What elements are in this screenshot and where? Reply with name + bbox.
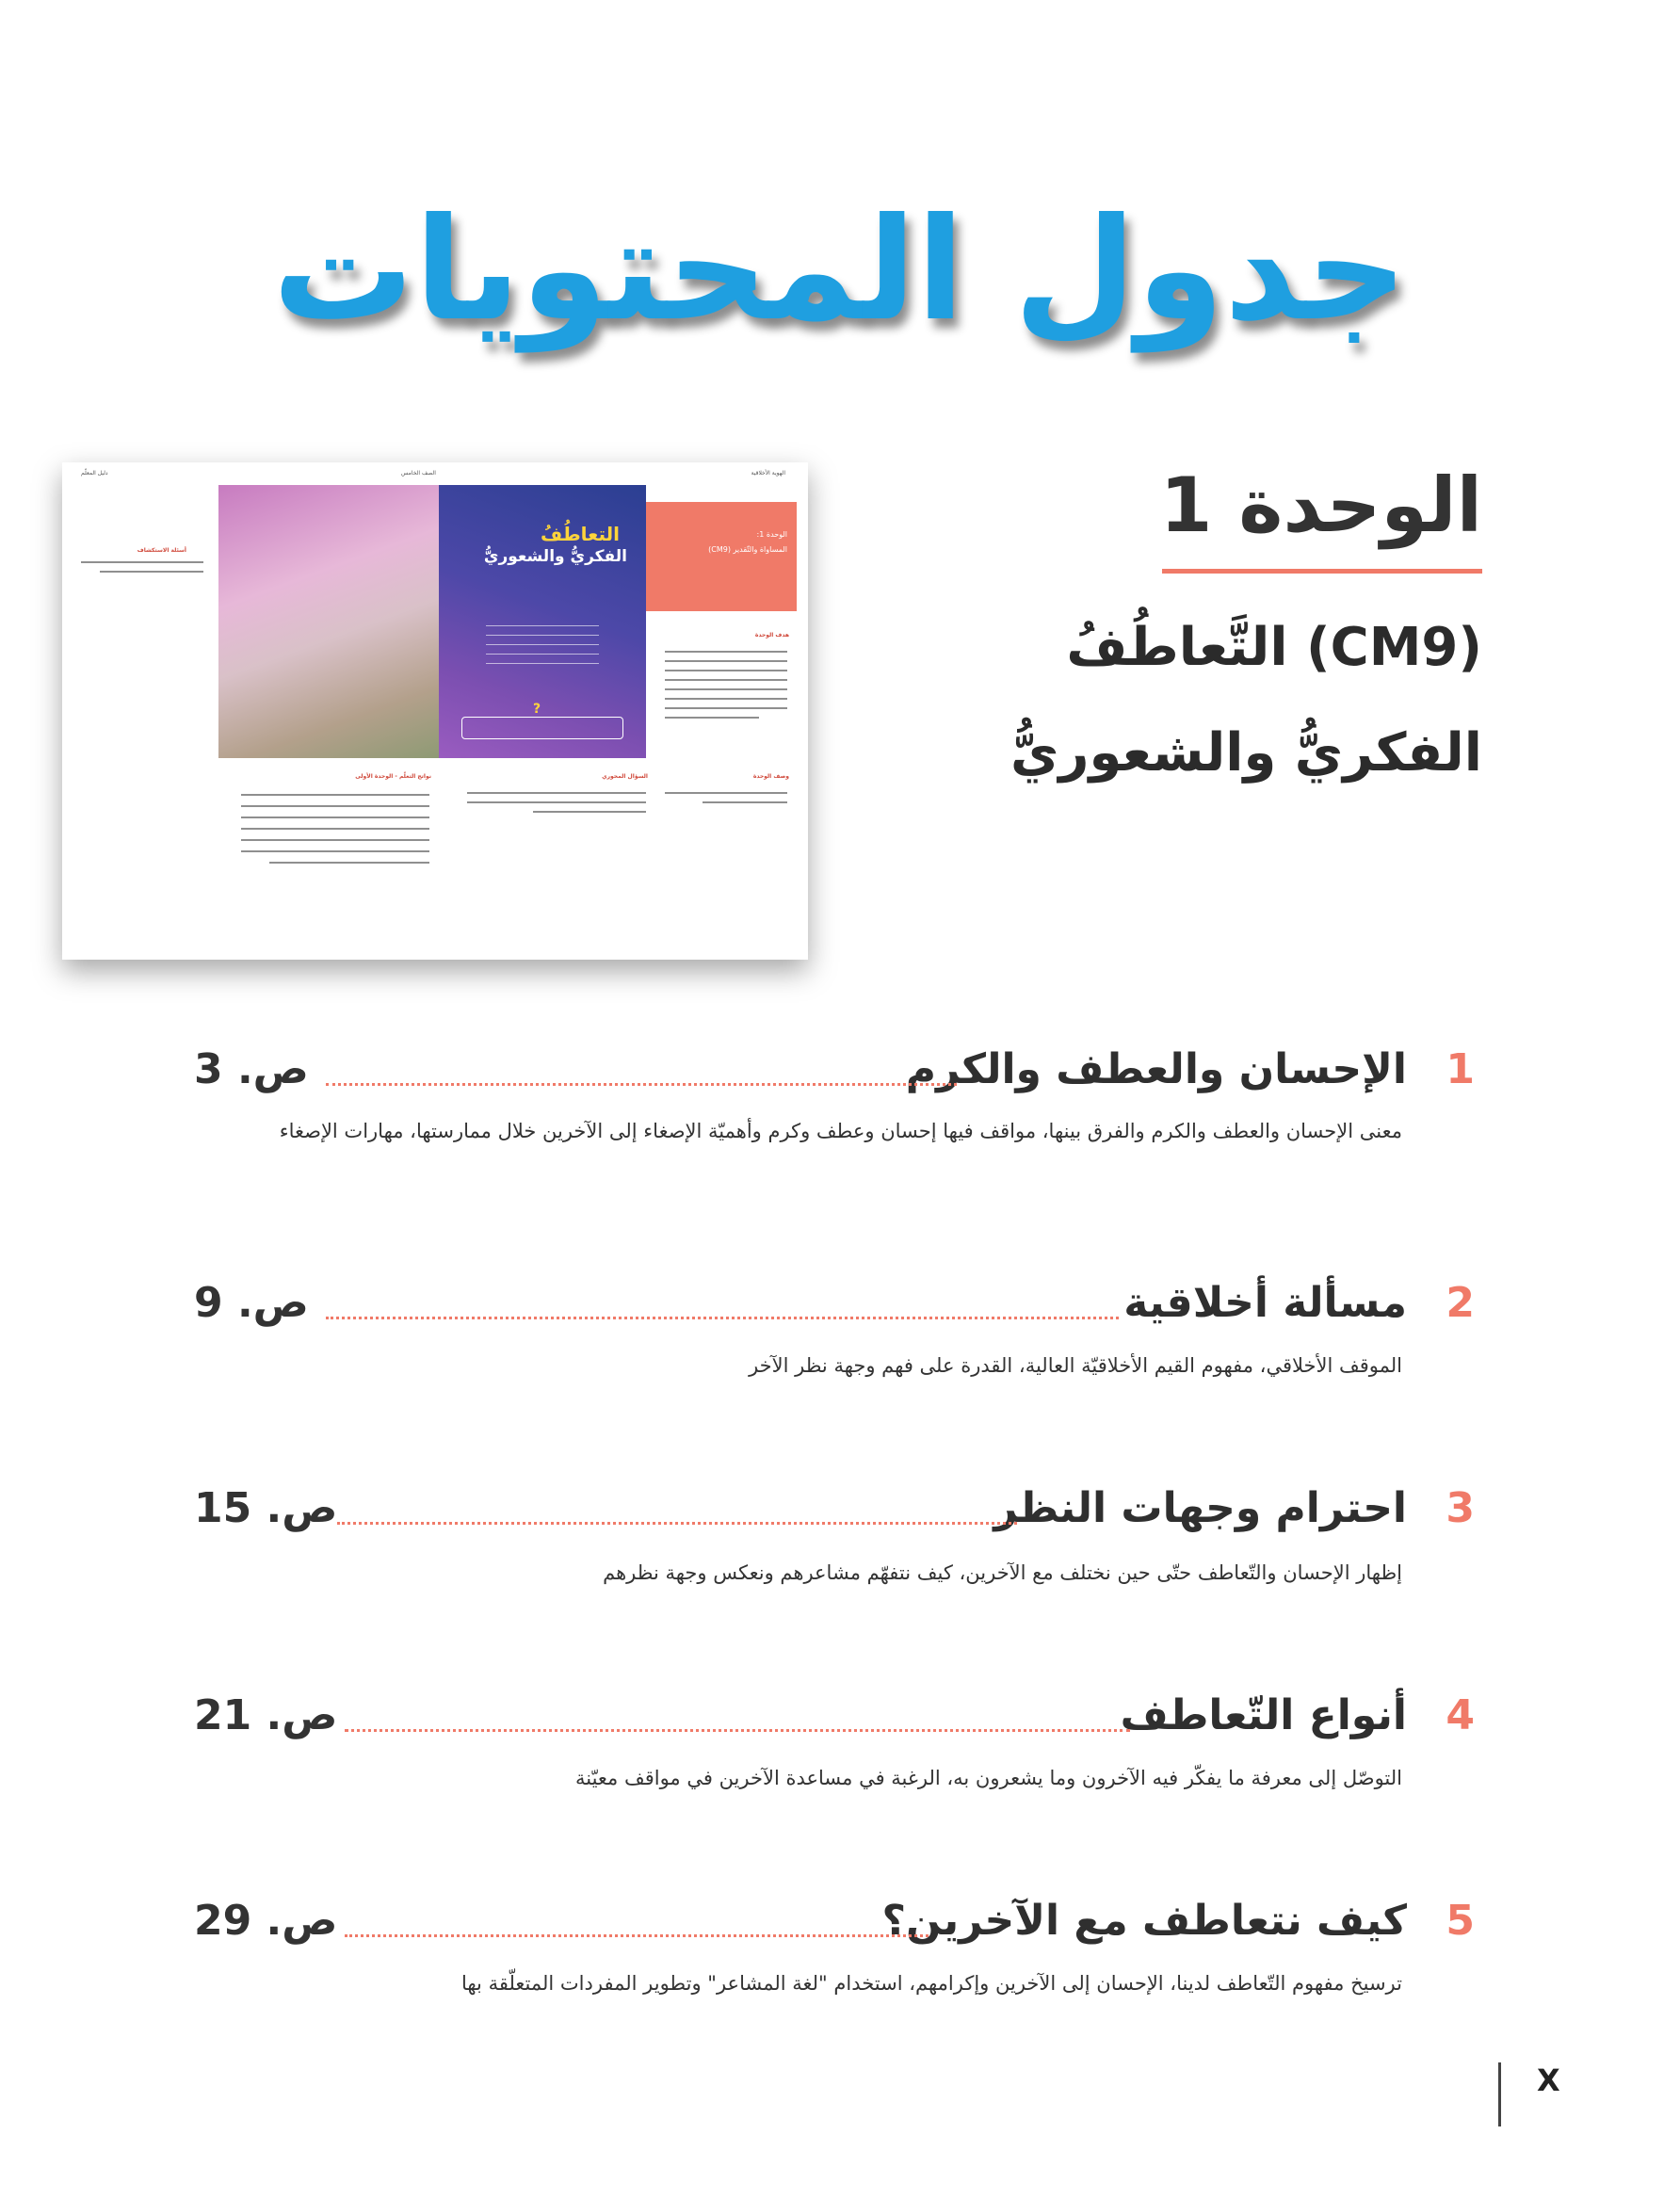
- chapter-description: معنى الإحسان والعطف والكرم والفرق بينها، مواقف فيها إحسان وعطف وكرم وأهميّة الإصغاء إلى الآخرين خلال ممارستها، مهارات الإصغاء: [279, 1120, 1402, 1142]
- thumb-cover-title-2: الفكريُّ والشعوريُّ: [483, 547, 627, 566]
- thumb-cover-lines: [486, 617, 599, 664]
- thumb-cover-question-box: [461, 717, 623, 739]
- chapter-title[interactable]: احترام وجهات النظر: [993, 1484, 1407, 1532]
- chapter-page: ص. 9: [194, 1279, 309, 1327]
- page-title: جدول المحتويات: [272, 188, 1408, 352]
- thumb-text-line: [241, 850, 429, 852]
- thumb-header-center: الصف الخامس: [401, 470, 436, 477]
- chapter-page: ص. 15: [194, 1484, 338, 1532]
- chapter-title[interactable]: كيف نتعاطف مع الآخرين؟: [881, 1897, 1407, 1945]
- thumb-unit-box-line-1: الوحدة 1:: [756, 530, 787, 539]
- leader-dots: [345, 1934, 929, 1937]
- thumb-text-line: [467, 801, 646, 803]
- chapter-description: إظهار الإحسان والتّعاطف حتّى حين نختلف مع الآخرين، كيف نتفهّم مشاعرهم ونعكس وجهة نظرهم: [603, 1561, 1402, 1584]
- thumb-text-line: [665, 660, 787, 662]
- unit-title: (CM9) التَّعاطُفُ الفكريُّ والشعوريُّ: [1010, 617, 1482, 784]
- thumb-section-central-question: السؤال المحوري: [602, 773, 648, 780]
- thumb-text-line: [241, 794, 429, 796]
- chapter-number: 1: [1446, 1045, 1475, 1093]
- thumb-text-line: [241, 828, 429, 830]
- leader-dots: [345, 1729, 1130, 1732]
- thumb-text-line: [665, 651, 787, 653]
- thumb-text-line: [665, 707, 787, 709]
- thumb-unit-box: [646, 502, 797, 611]
- thumb-text-line: [241, 839, 429, 841]
- page-marker-divider: [1498, 2062, 1501, 2126]
- chapter-description: الموقف الأخلاقي، مفهوم القيم الأخلاقيّة العالية، القدرة على فهم وجهة نظر الآخر: [749, 1354, 1402, 1377]
- thumb-text-line: [665, 698, 787, 700]
- thumb-text-line: [241, 817, 429, 818]
- unit-underline: [1162, 569, 1482, 574]
- leader-dots: [326, 1317, 1119, 1319]
- thumb-section-outcomes: نواتج التعلّم - الوحدة الأولى: [355, 773, 431, 780]
- thumb-text-line: [533, 811, 646, 813]
- thumb-unit-box-line-2: المساواة والتّقدير (CM9): [708, 545, 787, 554]
- thumb-text-line: [665, 792, 787, 794]
- thumb-cover: [439, 485, 646, 758]
- chapter-page: ص. 3: [194, 1045, 309, 1093]
- chapter-number: 4: [1446, 1691, 1475, 1739]
- thumb-section-description: وصف الوحدة: [752, 773, 789, 780]
- thumb-header-right: الهوية الأخلاقية: [751, 470, 785, 477]
- thumb-text-line: [467, 792, 646, 794]
- question-mark-icon: ?: [533, 702, 541, 717]
- chapter-title[interactable]: أنواع التّعاطف: [1120, 1691, 1407, 1739]
- chapter-title[interactable]: الإحسان والعطف والكرم: [905, 1045, 1407, 1093]
- chapter-number: 3: [1446, 1484, 1475, 1532]
- thumb-text-line: [241, 805, 429, 807]
- chapter-title[interactable]: مسألة أخلاقية: [1123, 1279, 1407, 1327]
- chapter-description: التوصّل إلى معرفة ما يفكّر فيه الآخرون وما يشعرون به، الرغبة في مساعدة الآخرين في مواقف معيّنة: [574, 1767, 1402, 1789]
- thumb-text-line: [81, 561, 203, 563]
- thumb-text-line: [100, 571, 203, 573]
- book-spread-thumbnail: [62, 462, 808, 960]
- unit-label: الوحدة 1: [1159, 461, 1482, 549]
- page-number: X: [1537, 2062, 1560, 2098]
- thumb-text-line: [703, 801, 787, 803]
- chapter-page: ص. 29: [194, 1897, 338, 1945]
- thumb-section-explore: أسئلة الاستكشاف: [137, 547, 186, 554]
- leader-dots: [337, 1522, 1017, 1525]
- thumb-hands-photo: [218, 485, 439, 758]
- thumb-section-goal: هدف الوحدة: [754, 632, 789, 639]
- chapter-page: ص. 21: [194, 1691, 338, 1739]
- leader-dots: [326, 1083, 957, 1086]
- thumb-text-line: [665, 679, 787, 681]
- thumb-text-line: [665, 688, 787, 690]
- chapter-number: 5: [1446, 1897, 1475, 1945]
- chapter-number: 2: [1446, 1279, 1475, 1327]
- thumb-text-line: [269, 862, 429, 864]
- chapter-description: ترسيخ مفهوم التّعاطف لدينا، الإحسان إلى الآخرين وإكرامهم، استخدام "لغة المشاعر" وتطوير المفردات المتعلّقة بها: [460, 1972, 1402, 1995]
- thumb-text-line: [665, 670, 787, 671]
- thumb-cover-title-1: التعاطُفُ: [541, 523, 620, 545]
- thumb-header-left: دليل المعلّم: [81, 470, 108, 477]
- thumb-text-line: [665, 717, 759, 719]
